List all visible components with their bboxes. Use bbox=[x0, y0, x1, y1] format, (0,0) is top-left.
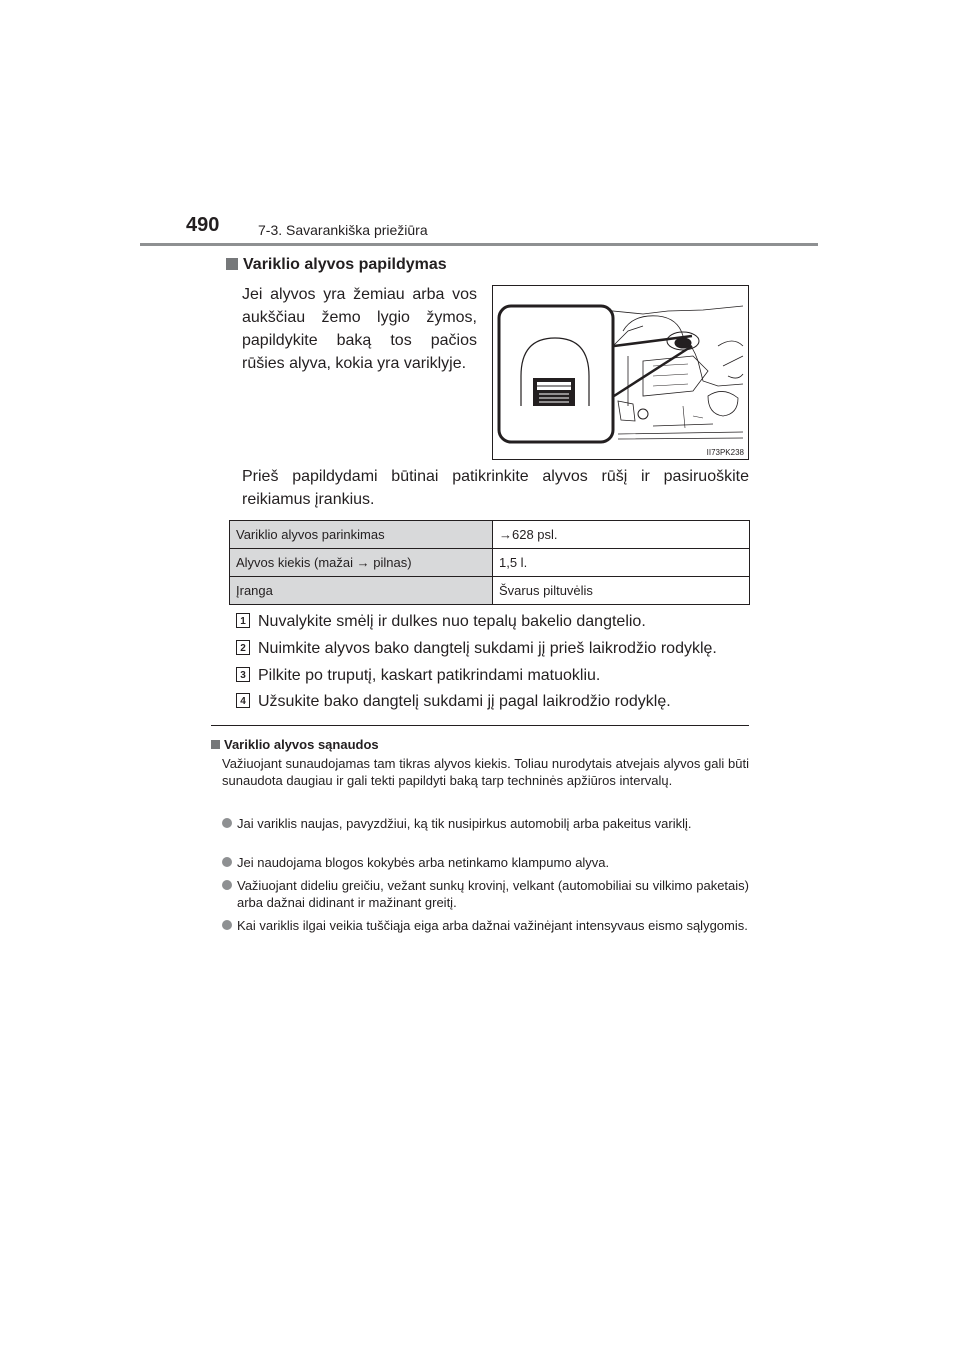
table-cell-value: Švarus piltuvėlis bbox=[493, 577, 750, 605]
list-item bbox=[222, 877, 749, 911]
bullet-dot-icon bbox=[222, 920, 232, 930]
note-paragraph: Važiuojant sunaudojamas tam tikras alyvos kiekis. Toliau nurodytais atvejais alyvos gali būti sunaudota daugiau ir gali tekti papildyti baką tarp techninės apžiūros intervalų. bbox=[222, 756, 749, 788]
table-cell-value: 1,5 l. bbox=[493, 549, 750, 577]
table-cell-value: →628 psl. bbox=[493, 521, 750, 549]
table-cell-label: Įranga bbox=[230, 577, 493, 605]
page-number: 490 bbox=[186, 214, 220, 236]
engine-bay-drawing bbox=[493, 286, 748, 459]
step-number: 2 bbox=[236, 640, 250, 655]
list-item bbox=[222, 815, 749, 832]
intro-paragraph: Jei alyvos yra žemiau arba vos aukščiau žemo lygio žymos, papildykite baką tos pačios rūšies alyva, kokia yra variklyje. bbox=[242, 286, 477, 372]
bullet-text: Jai variklis naujas, pavyzdžiui, ką tik nusipirkus automobilį arba pakeitus variklį. bbox=[237, 816, 692, 831]
table-row bbox=[230, 577, 750, 605]
oil-spec-table bbox=[229, 520, 750, 605]
bullet-text: Kai variklis ilgai veikia tuščiąja eiga arba dažnai važinėjant intensyvaus eismo sąlygomis. bbox=[237, 918, 748, 933]
bullet-dot-icon bbox=[222, 818, 232, 828]
table-cell-label: Variklio alyvos parinkimas bbox=[230, 521, 493, 549]
step-text: Užsukite bako dangtelį sukdami jį pagal laikrodžio rodyklę. bbox=[258, 693, 671, 710]
step-4 bbox=[236, 691, 671, 713]
step-number: 4 bbox=[236, 693, 250, 708]
bullet-text: Jei naudojama blogos kokybės arba netinkamo klampumo alyva. bbox=[237, 855, 610, 870]
bullet-dot-icon bbox=[222, 857, 232, 867]
section-heading bbox=[226, 256, 447, 274]
step-number: 3 bbox=[236, 667, 250, 682]
heading-text: Variklio alyvos papildymas bbox=[243, 256, 447, 273]
header-rule bbox=[140, 243, 818, 246]
step-text: Nuimkite alyvos bako dangtelį sukdami jį prieš laikrodžio rodyklę. bbox=[258, 640, 717, 657]
step-2 bbox=[236, 638, 717, 660]
bullet-dot-icon bbox=[222, 880, 232, 890]
list-item bbox=[222, 854, 749, 871]
list-item bbox=[222, 917, 749, 934]
step-1 bbox=[236, 611, 646, 633]
step-number: 1 bbox=[236, 613, 250, 628]
step-text: Pilkite po truputį, kaskart patikrindami matuokliu. bbox=[258, 667, 601, 684]
step-text: Nuvalykite smėlį ir dulkes nuo tepalų bakelio dangtelio. bbox=[258, 613, 646, 630]
bullet-text: Važiuojant dideliu greičiu, vežant sunkų krovinį, velkant (automobiliai su vilkimo paketais) arba dažnai didinant ir mažinant greitį. bbox=[237, 878, 749, 910]
engine-oil-cap-illustration bbox=[492, 285, 749, 460]
table-row bbox=[230, 549, 750, 577]
figure-code: II73PK238 bbox=[706, 448, 744, 457]
square-bullet-icon bbox=[211, 740, 220, 749]
check-paragraph: Prieš papildydami būtinai patikrinkite alyvos rūšį ir pasiruoškite reikiamus įrankius. bbox=[242, 468, 749, 508]
table-row bbox=[230, 521, 750, 549]
note-heading bbox=[211, 737, 379, 752]
step-3 bbox=[236, 665, 600, 687]
note-heading-text: Variklio alyvos sąnaudos bbox=[224, 737, 379, 752]
note-divider bbox=[211, 725, 749, 726]
table-cell-label: Alyvos kiekis (mažai → pilnas) bbox=[230, 549, 493, 577]
square-bullet-icon bbox=[226, 258, 238, 270]
section-title: 7-3. Savarankiška priežiūra bbox=[258, 222, 428, 238]
